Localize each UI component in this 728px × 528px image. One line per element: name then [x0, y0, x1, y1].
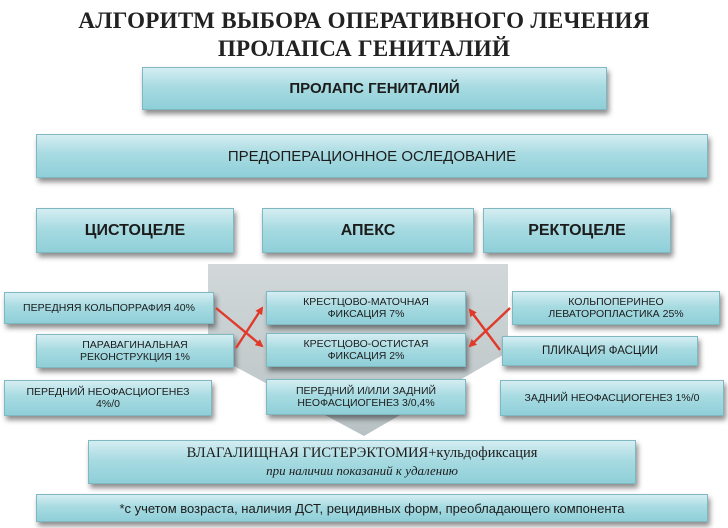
right-item-fascia-plication: ПЛИКАЦИЯ ФАСЦИИ	[502, 336, 698, 366]
right-item-colpoperineo-levatoroplasty: КОЛЬПОПЕРИНЕО ЛЕВАТОРОПЛАСТИКА 25%	[512, 291, 720, 325]
arrow-left-top-to-center-bottom	[216, 308, 262, 346]
category-apex: АПЕКС	[262, 208, 474, 253]
hysterectomy-line-1: ВЛАГАЛИЩНАЯ ГИСТЕРЭКТОМИЯ+кульдофиксация	[186, 445, 538, 461]
hysterectomy-line-2: при наличии показаний к удалению	[266, 463, 458, 478]
left-item-paravaginal-reconstruction: ПАРАВАГИНАЛЬНАЯ РЕКОНСТРУКЦИЯ 1%	[36, 334, 234, 368]
left-item-anterior-neofasciogenesis: ПЕРЕДНИЙ НЕОФАСЦИОГЕНЕЗ 4%/0	[4, 380, 212, 416]
title-line-1: АЛГОРИТМ ВЫБОРА ОПЕРАТИВНОГО ЛЕЧЕНИЯ	[78, 8, 650, 33]
category-cystocele: ЦИСТОЦЕЛЕ	[36, 208, 234, 253]
hysterectomy-box	[88, 440, 636, 484]
category-rectocele: РЕКТОЦЕЛЕ	[483, 208, 671, 253]
arrow-right-bottom-to-center-top	[470, 310, 500, 350]
arrow-right-top-to-center-bottom	[470, 308, 510, 346]
preop-examination-box: ПРЕДОПЕРАЦИОННОЕ ОСЛЕДОВАНИЕ	[36, 134, 708, 178]
footnote-box: *с учетом возраста, наличия ДСТ, рецидивных форм, преобладающего компонента	[36, 494, 708, 522]
left-item-anterior-colporrhaphy: ПЕРЕДНЯЯ КОЛЬПОРРАФИЯ 40%	[4, 292, 214, 324]
right-item-posterior-neofasciogenesis: ЗАДНИЙ НЕОФАСЦИОГЕНЕЗ 1%/0	[500, 380, 724, 416]
title-line-2: ПРОЛАПСА ГЕНИТАЛИЙ	[217, 36, 511, 61]
center-item-sacrouterine-fixation: КРЕСТЦОВО-МАТОЧНАЯ ФИКСАЦИЯ 7%	[266, 291, 466, 325]
prolapse-box: ПРОЛАПС ГЕНИТАЛИЙ	[142, 67, 607, 110]
center-item-sacrospinous-fixation: КРЕСТЦОВО-ОСТИСТАЯ ФИКСАЦИЯ 2%	[266, 333, 466, 367]
center-item-neofasciogenesis: ПЕРЕДНИЙ И/ИЛИ ЗАДНИЙ НЕОФАСЦИОГЕНЕЗ 3/0,4%	[266, 379, 466, 415]
